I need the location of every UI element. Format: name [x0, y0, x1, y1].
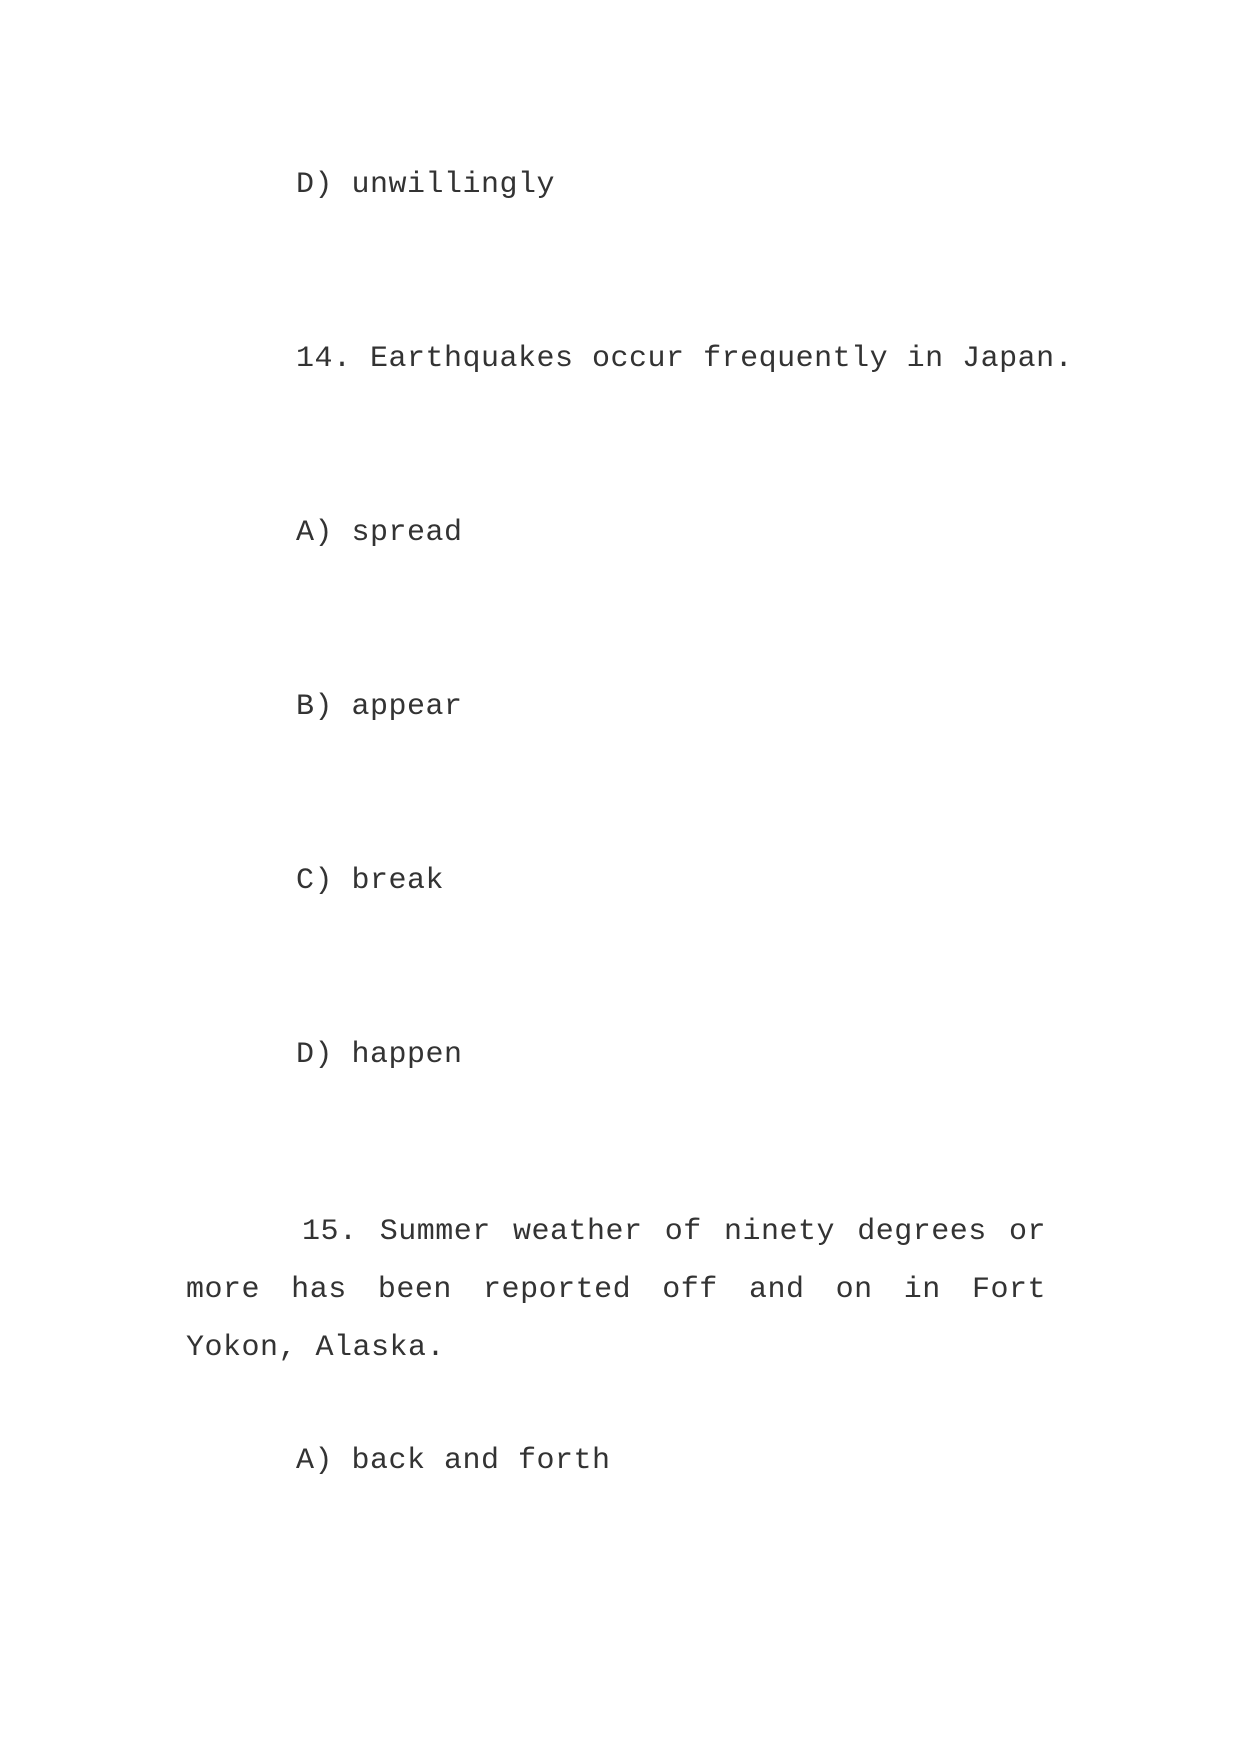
question-14: 14. Earthquakes occur frequently in Japan.	[296, 342, 1074, 376]
question-15	[186, 1203, 1046, 1377]
q14-option-c: C) break	[296, 864, 445, 898]
question-15-text: 15. Summer weather of ninety degrees or more has been reported off and on in Fort Yokon, Alaska.	[186, 1215, 1046, 1365]
q14-option-d: D) happen	[296, 1038, 463, 1072]
q14-option-a: A) spread	[296, 516, 463, 550]
q14-option-b: B) appear	[296, 690, 463, 724]
q13-option-d: D) unwillingly	[296, 168, 556, 202]
q15-option-a: A) back and forth	[296, 1444, 611, 1478]
